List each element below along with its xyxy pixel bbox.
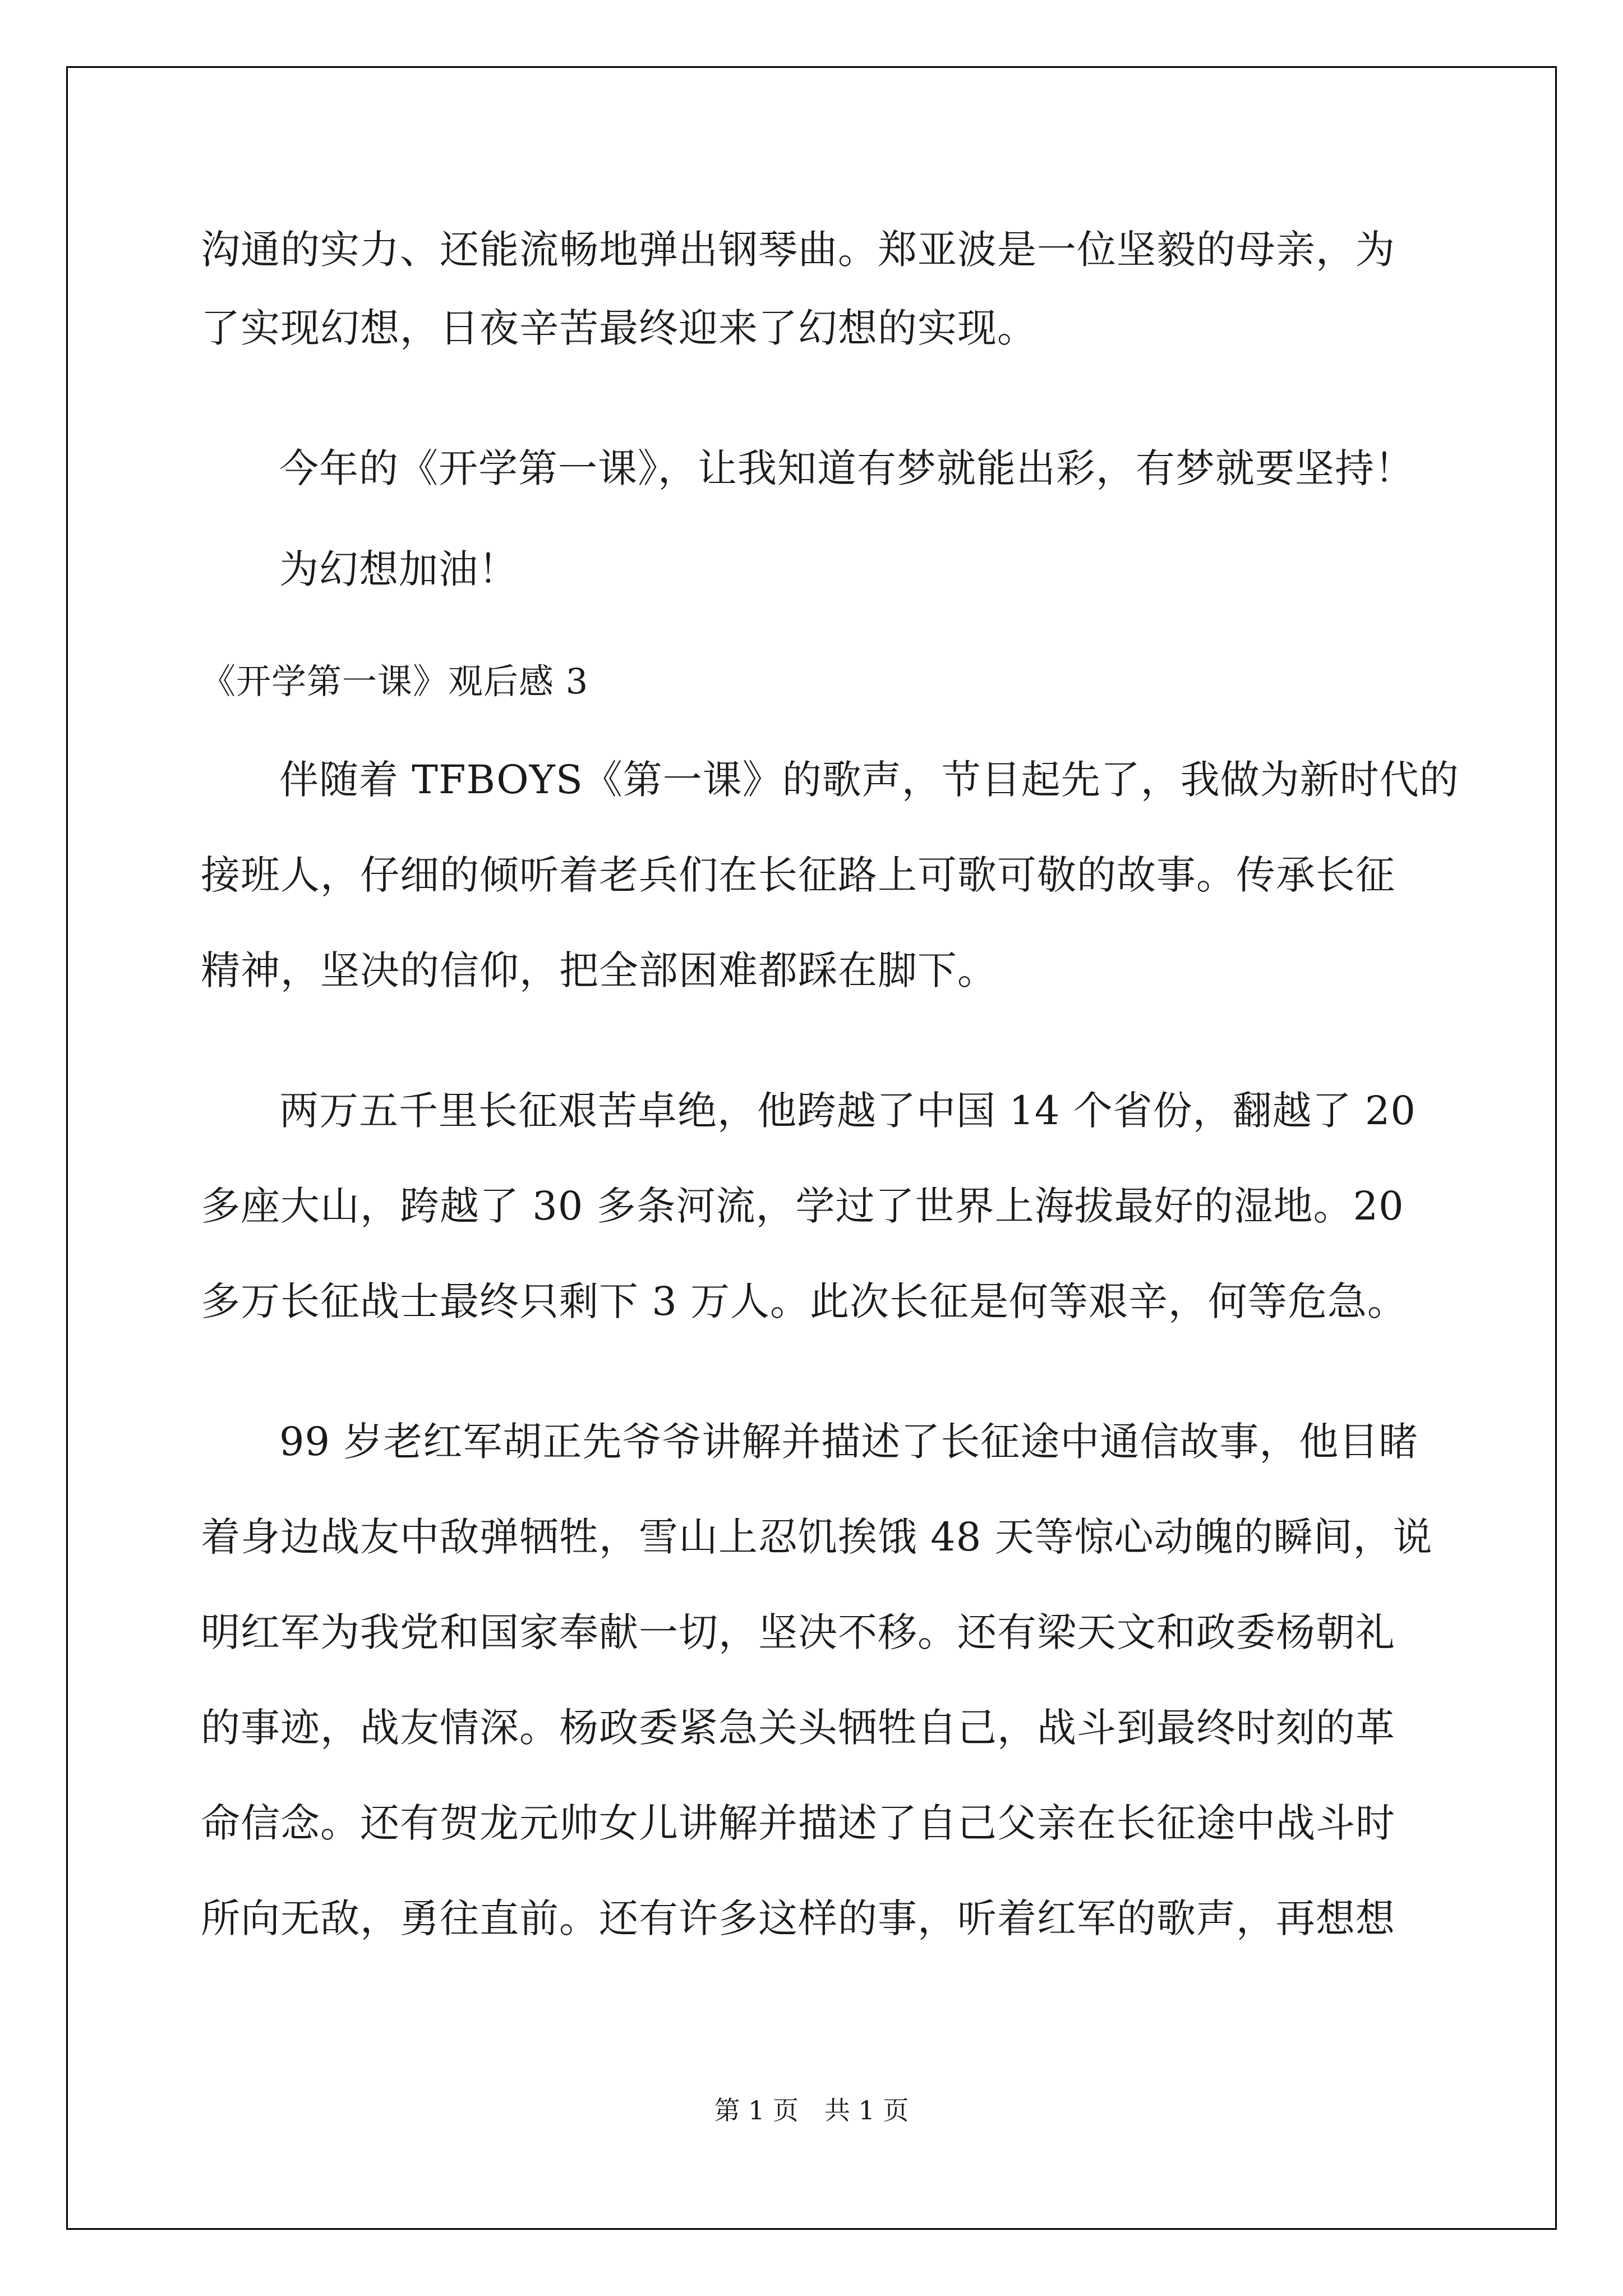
paragraph-2-line-1: 今年的《开学第一课》，让我知道有梦就能出彩，有梦就要坚持！ [279, 445, 1414, 491]
page-footer: 第 1 页 共 1 页 [714, 2095, 909, 2125]
section-paragraph-1-line-3: 精神，坚决的信仰，把全部困难都踩在脚下。 [201, 947, 997, 993]
section-paragraph-3-line-2: 着身边战友中敌弹牺牲，雪山上忍饥挨饿 48 天等惊心动魄的瞬间，说 [201, 1514, 1433, 1560]
section-paragraph-3-line-6: 所向无敌，勇往直前。还有许多这样的事，听着红军的歌声，再想想 [201, 1895, 1395, 1941]
section-paragraph-2-line-2: 多座大山，跨越了 30 多条河流，学过了世界上海拔最好的湿地。20 [201, 1183, 1404, 1229]
section-paragraph-3-line-3: 明红军为我党和国家奉献一切，坚决不移。还有梁天文和政委杨朝礼 [201, 1609, 1395, 1655]
section-paragraph-1-line-1: 伴随着 TFBOYS《第一课》的歌声，节目起先了，我做为新时代的 [279, 757, 1459, 803]
section-paragraph-2-line-3: 多万长征战士最终只剩下 3 万人。此次长征是何等艰辛，何等危急。 [201, 1278, 1408, 1324]
section-paragraph-3-line-4: 的事迹，战友情深。杨政委紧急关头牺牲自己，战斗到最终时刻的革 [201, 1705, 1395, 1751]
section-paragraph-1-line-2: 接班人，仔细的倾听着老兵们在长征路上可歌可敬的故事。传承长征 [201, 852, 1395, 898]
section-heading: 《开学第一课》观后感 3 [201, 661, 589, 702]
section-paragraph-3-line-5: 命信念。还有贺龙元帅女儿讲解并描述了自己父亲在长征途中战斗时 [201, 1800, 1395, 1846]
section-paragraph-2-line-1: 两万五千里长征艰苦卓绝，他跨越了中国 14 个省份，翻越了 20 [279, 1088, 1416, 1134]
paragraph-3-line-1: 为幻想加油！ [279, 546, 518, 592]
section-paragraph-3-line-1: 99 岁老红军胡正先爷爷讲解并描述了长征途中通信故事，他目睹 [279, 1419, 1419, 1465]
paragraph-1-line-1: 沟通的实力、还能流畅地弹出钢琴曲。郑亚波是一位坚毅的母亲，为 [201, 227, 1395, 273]
paragraph-1-line-2: 了实现幻想，日夜辛苦最终迎来了幻想的实现。 [201, 305, 1037, 351]
